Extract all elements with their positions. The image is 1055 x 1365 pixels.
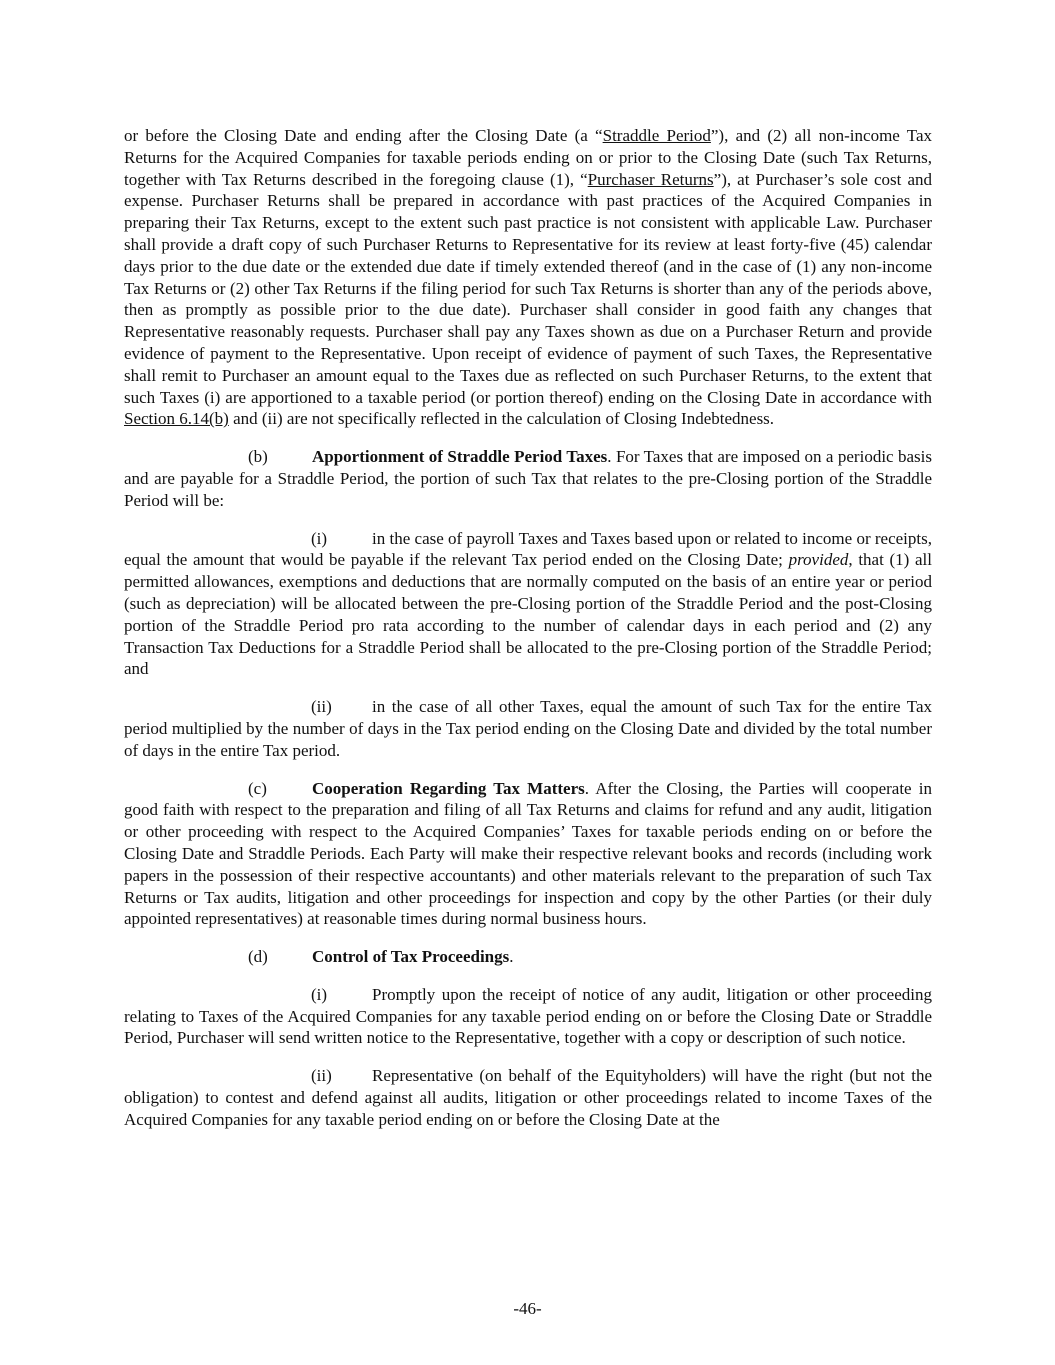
paragraph-text: ”), and (2) all non-income Tax Returns for the Acquired Companies for taxable periods ending on or prior to the Closing Date (such Tax Returns, together with Tax Returns described in the foregoing clause (1), “: [124, 126, 933, 189]
paragraph-b-i: [124, 528, 932, 681]
paragraph-c: [124, 778, 932, 931]
paragraph-label: (b): [248, 447, 268, 467]
defined-term-purchaser-returns: Purchaser Returns: [587, 169, 714, 189]
paragraph-text: . After the Closing, the Parties will cooperate in good faith with respect to the preparation and filing of all Tax Returns and claims for refund and any audit, litigation or other proceeding with respect to the Acquired Companies’ Taxes for taxable periods ending on or before the Closing Date and Straddle Periods. Each Party will make their respective relevant books and records (including work papers in the possession of their respective accountants) and other materials relevant to the preparation of such Tax Returns or Tax audits, litigation and other proceedings for inspection and copy by the other Parties (or their duly appointed representatives) at reasonable times during normal business hours.: [124, 778, 932, 929]
paragraph-label: (d): [248, 947, 268, 967]
paragraph-text: .: [509, 947, 514, 967]
paragraph-label: (c): [248, 778, 267, 798]
paragraph-a-continuation: [124, 125, 932, 430]
paragraph-heading: Control of Tax Proceedings: [312, 947, 510, 967]
paragraph-text: ”), at Purchaser’s sole cost and expense. Purchaser Returns shall be prepared in accordance with past practices of the Acquired Companies in preparing their Tax Returns, except to the extent such past practice is not consistent with applicable Law. Purchaser shall provide a draft copy of such Purchaser Returns to Representative for its review at least forty-five (45) calendar days prior to the due date or the extended due date if timely extended thereof (and in the case of (1) any non-income Tax Returns or (2) other Tax Returns if the filing period for such Tax Returns is shorter than any of the periods above, then as promptly as possible prior to the due date). Purchaser shall consider in good faith any changes that Representative reasonably requests. Purchaser shall pay any Taxes shown as due on a Purchaser Return and provide evidence of payment to the Representative. Upon receipt of evidence of payment of such Taxes, the Representative shall remit to Purchaser an amount equal to the Taxes due as reflected on such Purchaser Returns, to the extent that such Taxes (i) are apportioned to a taxable period (or portion thereof) ending on the Closing Date in accordance with: [124, 169, 932, 407]
paragraph-label: (i): [311, 984, 328, 1004]
provided-term: provided: [788, 550, 849, 570]
paragraph-d-ii: [124, 1065, 932, 1130]
page-number: -46-: [513, 1299, 542, 1318]
paragraph-text: in the case of payroll Taxes and Taxes based upon or related to income or receipts, equal the amount that would be payable if the relevant Tax period ended on the Closing Date;: [124, 528, 932, 570]
paragraph-text: Representative (on behalf of the Equityholders) will have the right (but not the obligation) to contest and defend against all audits, litigation or other proceedings related to income Taxes of the Acquired Companies for any taxable period ending on or before the Closing Date at the: [124, 1066, 932, 1129]
section-reference: Section 6.14(b): [124, 409, 229, 429]
paragraph-text: Promptly upon the receipt of notice of any audit, litigation or other proceeding relating to Taxes of the Acquired Companies for any taxable period ending on or before the Closing Date or Straddle Period, Purchaser will send written notice to the Representative, together with a copy or description of such notice.: [124, 984, 932, 1048]
paragraph-heading: Cooperation Regarding Tax Matters: [312, 778, 585, 798]
paragraph-label: (ii): [311, 1066, 332, 1086]
paragraph-text: and (ii) are not specifically reflected in the calculation of Closing Indebtedness.: [228, 409, 775, 429]
paragraph-heading: Apportionment of Straddle Period Taxes: [312, 447, 608, 467]
paragraph-label: (ii): [311, 697, 332, 717]
paragraph-d: [124, 946, 932, 968]
defined-term-straddle-period: Straddle Period: [602, 126, 711, 145]
document-body: [124, 125, 932, 1131]
paragraph-b-ii: [124, 696, 932, 761]
paragraph-label: (i): [311, 528, 328, 548]
paragraph-text: or before the Closing Date and ending after the Closing Date (a “: [124, 126, 603, 145]
paragraph-b: [124, 446, 932, 511]
paragraph-text: , that (1) all permitted allowances, exemptions and deductions that are normally computed on the basis of an entire year or period (such as depreciation) will be allocated between the pre-Closing portion of the Straddle Period and the post-Closing portion of the Straddle Period pro rata according to the number of calendar days in each period and (2) any Transaction Tax Deductions for a Straddle Period shall be allocated to the pre-Closing portion of the Straddle Period; and: [124, 550, 933, 679]
paragraph-text: in the case of all other Taxes, equal the amount of such Tax for the entire Tax period multiplied by the number of days in the Tax period ending on the Closing Date and divided by the total number of days in the entire Tax period.: [124, 697, 932, 760]
paragraph-d-i: [124, 984, 932, 1049]
paragraph-text: . For Taxes that are imposed on a periodic basis and are payable for a Straddle Period, the portion of such Tax that relates to the pre-Closing portion of the Straddle Period will be:: [124, 447, 932, 510]
